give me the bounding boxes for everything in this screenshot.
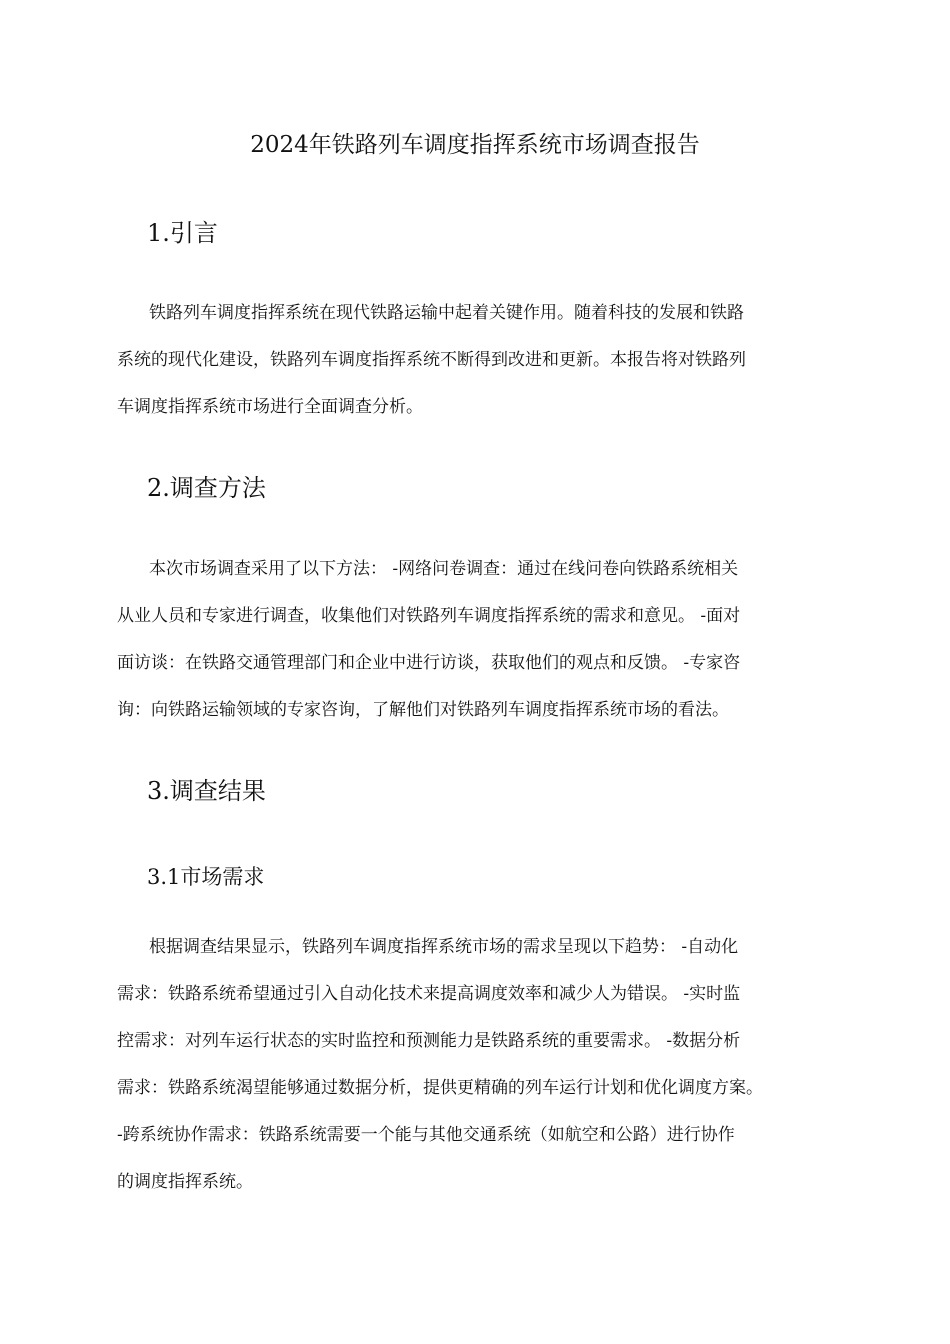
paragraph-introduction: [117, 290, 857, 431]
paragraph-method: [117, 546, 857, 734]
paragraph-line: 系统的现代化建设，铁路列车调度指挥系统不断得到改进和更新。本报告将对铁路列: [117, 350, 746, 370]
paragraph-line: 车调度指挥系统市场进行全面调查分析。: [117, 397, 423, 417]
document-title: 2024年铁路列车调度指挥系统市场调查报告: [250, 132, 700, 158]
paragraph-line: -跨系统协作需求：铁路系统需要一个能与其他交通系统（如航空和公路）进行协作: [117, 1125, 735, 1145]
section-heading-results: 3.调查结果: [147, 777, 266, 805]
section-heading-method: 2.调查方法: [147, 474, 266, 502]
paragraph-line: 铁路列车调度指挥系统在现代铁路运输中起着关键作用。随着科技的发展和铁路: [149, 303, 744, 323]
paragraph-line: 的调度指挥系统。: [117, 1172, 253, 1192]
paragraph-market-demand: [117, 924, 857, 1206]
paragraph-line: 询：向铁路运输领域的专家咨询，了解他们对铁路列车调度指挥系统市场的看法。: [117, 700, 729, 720]
paragraph-line: 本次市场调查采用了以下方法： -网络问卷调查：通过在线问卷向铁路系统相关: [149, 559, 739, 579]
section-heading-introduction: 1.引言: [147, 219, 218, 247]
paragraph-line: 需求：铁路系统渴望能够通过数据分析，提供更精确的列车运行计划和优化调度方案。: [117, 1078, 763, 1098]
paragraph-line: 需求：铁路系统希望通过引入自动化技术来提高调度效率和减少人为错误。 -实时监: [117, 984, 741, 1004]
paragraph-line: 控需求：对列车运行状态的实时监控和预测能力是铁路系统的重要需求。 -数据分析: [117, 1031, 741, 1051]
paragraph-line: 面访谈：在铁路交通管理部门和企业中进行访谈，获取他们的观点和反馈。 -专家咨: [117, 653, 741, 673]
subsection-heading-market-demand: 3.1市场需求: [147, 865, 265, 889]
paragraph-line: 根据调查结果显示，铁路列车调度指挥系统市场的需求呈现以下趋势： -自动化: [149, 937, 739, 957]
paragraph-line: 从业人员和专家进行调查，收集他们对铁路列车调度指挥系统的需求和意见。 -面对: [117, 606, 741, 626]
